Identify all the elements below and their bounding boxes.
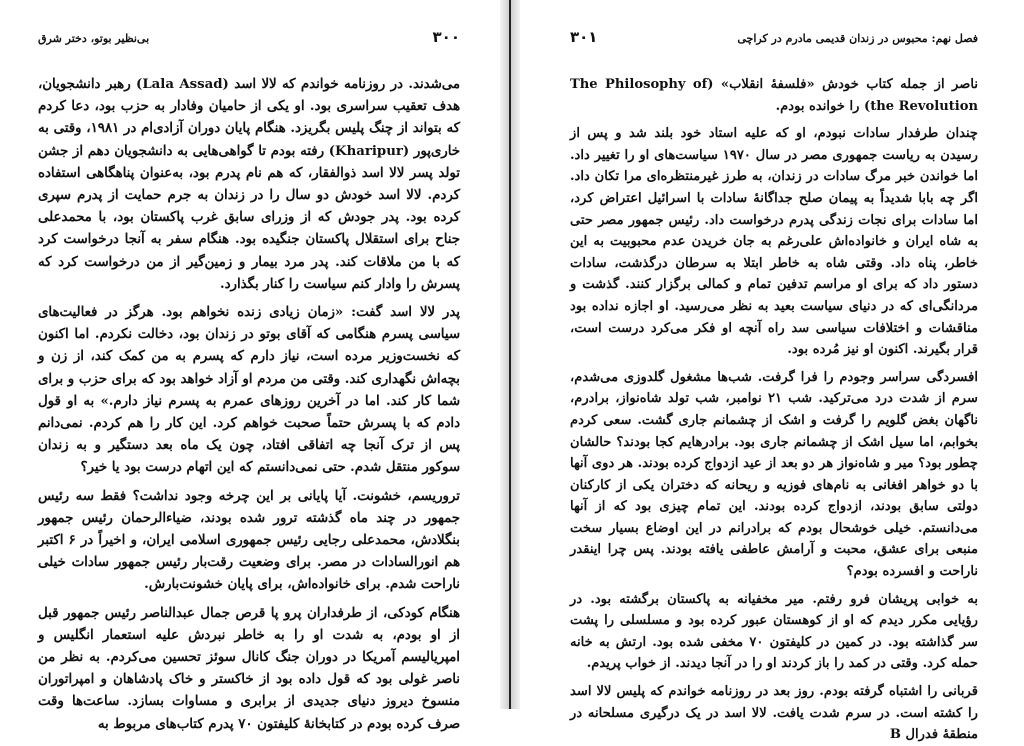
right-paragraph: قربانی را اشتباه گرفته بودم. روز بعد در روزنامه خواندم که پلیس لالا اسد را کشته است. در سرم شدت یافت. لالا اسد در یک درگیری مسلحانه در منطقهٔ فدرال B — [570, 684, 978, 743]
left-page — [0, 0, 500, 732]
left-paragraph: می‌شدند. در روزنامه خواندم که لالا اسد (Lala Assad) رهبر دانشجویان، هدف تعقیب سراسری بود. او یکی از حامیان وفادار به حزب بود، دعا کردم که بتواند از چنگ پلیس بگریزد. هنگام پایان دوران آزادی‌ام در ۱۹۸۱، وقتی به خاری‌پور (Kharipur) رفته بودم تا گواهی‌هایی به دانشجویان دهم از جشن تولد پسر لالا اسد ذوالفقار، که هم نام پدرم بود، به‌عنوان پناهگاهی استفاده کردم. لالا اسد خودش دو سال را در زندان به جرم حمایت از پدرم سپری کرده بود. پدر جودش که از وزرای سابق غرب پاکستان بود، با محمدعلی جناح برای استقلال پاکستان جنگیده بود. هنگام سفر به آنجا درخواست کرد که با من ملاقات کند. پدر مرد بیمار و زمین‌گیر از من درخواست کرد که پسرش را وادار کنم سیاست را کنار بگذارد. — [38, 77, 461, 292]
left-paragraph: تروریسم، خشونت. آیا پایانی بر این چرخه وجود نداشت؟ فقط سه رئیس جمهور در چند ماه گذشته ترور شده بودند، ضیاءالرحمان رئیس جمهور بنگلادش، محمدعلی رجایی رئیس جمهوری اسلامی ایران، و اخیراً در ۶ اکتبر هم انورالسادات در مصر. برای وضعیت رقت‌بار رئیس جمهور سادات خیلی ناراحت شدم. برای خانواده‌اش، برای پایان خشونت‌بارش. — [38, 488, 460, 593]
left-page-body — [38, 74, 460, 736]
right-paragraph: افسردگی سراسر وجودم را فرا گرفت. شب‌ها مشغول گلدوزی می‌شدم، سرم از شدت درد می‌ترکید. شب ۲۱ نوامبر، شب تولد شاه‌نواز، برادرم، ناگهان بغض گلویم را گرفت و اشک از چشمانم جاری گشت. سعی کردم بخوابم، اما سیل اشک از چشمانم جاری بود. برادرهایم کجا بودند؟ حالشان چطور بود؟ میر و شاه‌نواز هر دو بعد از عید ازدواج کرده بودند. هر دوی آنها با دو خواهر افغانی به نام‌های فوزیه و ریحانه که دختران یکی از کارکنان دولتی سابق بودند، ازدواج کرده بودند. این تمام چیزی بود که از آنها می‌دانستم. خیلی خوشحال بودم که برادرانم در این اوضاع بسیار سخت منبعی برای عشق، محبت و آرامش عاطفی یافته بودند. پس چرا اینقدر ناراحت و افسرده بودم؟ — [570, 369, 978, 580]
right-page-number: ۳۰۱ — [570, 28, 598, 46]
right-paragraph: چندان طرفدار سادات نبودم، او که علیه استاد خود بلند شد و پس از رسیدن به ریاست جمهوری مصر در سال ۱۹۷۰ سیاست‌های او را تغییر داد. اما خواندن خبر مرگ سادات در زندان، به طرز غیرمنتظره‌ای مرا تکان داد. اگر چه بابا شدیداً به پیمان صلح جداگانهٔ سادات با اسرائیل اعتراض کرد، اما سادات برای نجات زندگی پدرم درخواست داد. رئیس جمهور مصر حتی به شاه ایران و خانواده‌اش علی‌رغم به جان خریدن عدم محبوبیت به این خاطر، پناه داد. وقتی شاه به خاطر ابتلا به سرطان درگذشت، سادات دستور داد که برای او مراسم تدفین تمام و کمالی برگزار کنند. گذشت و مردانگی‌ای که در دنیای سیاست بعید به نظر می‌رسید. او اجازه نداده بود مناقشات و اختلافات سیاسی سد راه آنچه او فکر می‌کرد درست است، قرار بگیرند. اکنون او نیز مُرده بود. — [570, 126, 978, 358]
right-paragraph: ناصر از جمله کتاب خودش «فلسفهٔ انقلاب» (The Philosophy of the Revolution) را خوانده بودم. — [570, 77, 978, 114]
left-paragraph: هنگام کودکی، از طرفداران پرو پا قرص جمال عبدالناصر رئیس جمهور قبل از او بودم، به شدت او را به خاطر نبردش علیه استعمار انگلیس و امپریالیسم آمریکا در دوران جنگ کانال سوئز تحسین می‌کردم. به نظر من ناصر غولی بود که قول داده بود از خاکستر و خاک پادشاهان و امپراتوران منسوخ دیروز دنیای جدیدی از برابری و مساوات بسازد. ساعت‌ها وقت صرف کرده بودم در کتابخانهٔ کلیفتون ۷۰ پدرم کتاب‌های مربوط به — [38, 605, 460, 732]
right-page — [520, 0, 1024, 743]
left-paragraph: پدر لالا اسد گفت: «زمان زیادی زنده نخواهم بود. هرگز در فعالیت‌های سیاسی پسرم هنگامی که آقای بوتو در زندان بود، دخالت نکردم. اما اکنون که نخست‌وزیر مرده است، نیاز دارم که پسرم به من کمک کند، از زن و بچه‌اش نگهداری کند. وقتی من مردم او آزاد خواهد بود که برای حزب و برای شما کار کند. اما در آخرین روزهای عمرم به پسرم نیاز دارم.» به او قول دادم که با پسرش حتماً صحبت خواهم کرد. این کار را هم کردم. نمی‌دانم پس از ترک آنجا چه اتفاقی افتاد، چون یک ماه بعد دستگیر و به زندان سوکور منتقل شدم. حتی نمی‌دانستم که این اتهام درست بود یا خیر؟ — [38, 305, 460, 476]
left-running-head — [38, 28, 460, 50]
left-page-number: ۳۰۰ — [432, 28, 460, 46]
left-running-title: بی‌نظیر بوتو، دختر شرق — [38, 32, 150, 45]
right-page-body — [570, 74, 978, 746]
book-spine-line — [509, 0, 511, 709]
right-running-head — [570, 28, 978, 50]
right-running-title: فصل نهم: محبوس در زندان قدیمی مادرم در کراچی — [737, 32, 978, 45]
right-paragraph: به خوابی پریشان فرو رفتم. میر مخفیانه به پاکستان برگشته بود. در رؤیایی مکرر دیدم که او از کوهستان عبور کرده بود و مسلسلی را پشت سر گذاشته بود. در کمین در کلیفتون ۷۰ مخفی شده بود. ارتش به خانه حمله کرد. وقتی در کمد را باز کردند او را در آنجا دیدند. از خواب پریدم. — [570, 591, 978, 672]
